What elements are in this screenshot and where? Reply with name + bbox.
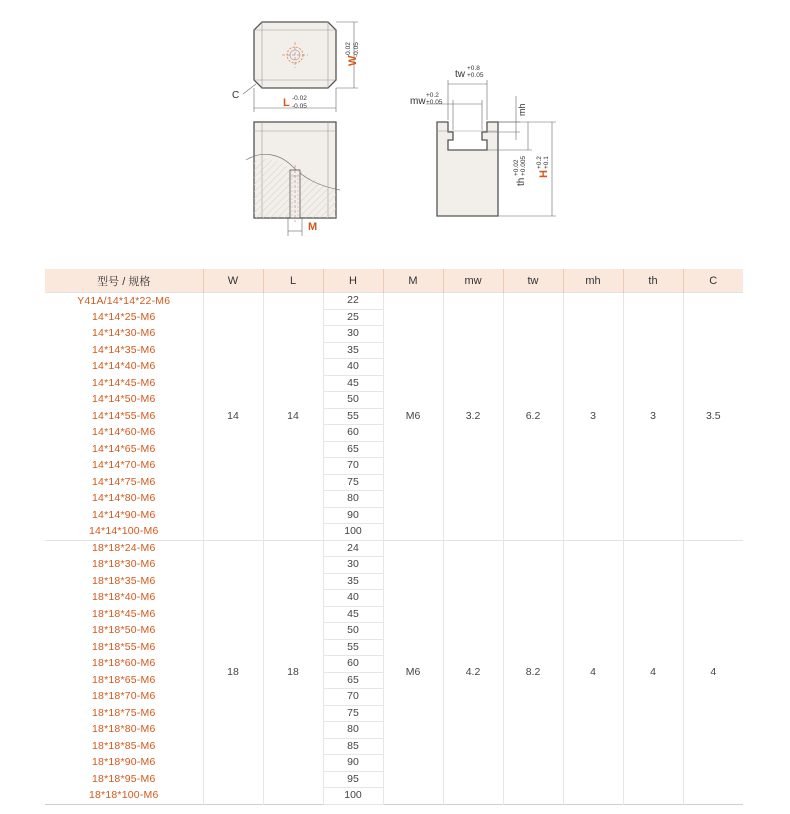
- model-cell: 14*14*70-M6: [92, 459, 156, 472]
- group-m-cell: M6: [383, 293, 443, 541]
- h-cell: 75: [323, 474, 383, 491]
- h-cell: 90: [323, 507, 383, 524]
- model-cell: 14*14*40-M6: [92, 360, 156, 373]
- model-cell: 14*14*65-M6: [92, 442, 156, 455]
- label-c: C: [232, 90, 240, 101]
- group-l-cell: 18: [263, 540, 323, 804]
- h-cell: 95: [323, 771, 383, 788]
- label-tw-tol-top: +0.8: [467, 65, 480, 72]
- model-cell: 14*14*75-M6: [92, 475, 156, 488]
- h-cell: 22: [323, 293, 383, 310]
- model-cell: 18*18*65-M6: [92, 673, 156, 686]
- spec-table: [45, 269, 743, 805]
- h-cell: 100: [323, 788, 383, 805]
- model-cell: 14*14*60-M6: [92, 426, 156, 439]
- h-cell: 55: [323, 639, 383, 656]
- model-cell: 14*14*55-M6: [92, 409, 156, 422]
- label-mw-tol-top: +0.2: [426, 92, 439, 99]
- model-cell: 18*18*60-M6: [92, 657, 156, 670]
- group-tw-cell: 6.2: [503, 293, 563, 541]
- label-tw: tw: [455, 69, 465, 80]
- label-w: W: [347, 55, 359, 66]
- model-cell: 18*18*80-M6: [92, 723, 156, 736]
- table-row: [45, 293, 743, 310]
- label-tw-tol-bottom: +0.05: [467, 72, 484, 79]
- label-h: H: [538, 170, 550, 178]
- table-body: [45, 293, 743, 805]
- model-cell: 14*14*30-M6: [92, 327, 156, 340]
- header-mh: mh: [563, 269, 623, 293]
- h-cell: 80: [323, 722, 383, 739]
- h-cell: 45: [323, 606, 383, 623]
- label-mw-tol-bottom: +0.05: [426, 99, 443, 106]
- model-cell: 14*14*90-M6: [92, 508, 156, 521]
- group-w-cell: 14: [203, 293, 263, 541]
- model-cell: 14*14*80-M6: [92, 492, 156, 505]
- side-view: [426, 80, 556, 216]
- label-l-tol-top: -0.02: [292, 95, 307, 102]
- h-cell: 65: [323, 672, 383, 689]
- label-l-tol-bottom: -0.05: [292, 103, 307, 110]
- model-cell: 18*18*30-M6: [92, 558, 156, 571]
- label-h-tol-top: +0.2: [536, 156, 543, 169]
- group-mh-cell: 3: [563, 293, 623, 541]
- h-cell: 75: [323, 705, 383, 722]
- group-m-cell: M6: [383, 540, 443, 804]
- h-cell: 30: [323, 557, 383, 574]
- h-cell: 70: [323, 458, 383, 475]
- header-l: L: [263, 269, 323, 293]
- header-m: M: [383, 269, 443, 293]
- header-th: th: [623, 269, 683, 293]
- header-tw: tw: [503, 269, 563, 293]
- label-mw: mw: [410, 96, 426, 107]
- group-th-cell: 4: [623, 540, 683, 804]
- h-cell: 40: [323, 359, 383, 376]
- model-cell: 18*18*70-M6: [92, 690, 156, 703]
- h-cell: 50: [323, 623, 383, 640]
- label-mh: mh: [517, 103, 527, 116]
- header-c: C: [683, 269, 743, 293]
- group-mh-cell: 4: [563, 540, 623, 804]
- header-h: H: [323, 269, 383, 293]
- model-cell: 14*14*50-M6: [92, 393, 156, 406]
- h-cell: 60: [323, 656, 383, 673]
- group-mw-cell: 4.2: [443, 540, 503, 804]
- label-m: M: [308, 221, 318, 233]
- model-cell: 14*14*35-M6: [92, 343, 156, 356]
- model-cell: 14*14*25-M6: [92, 310, 156, 323]
- header-mw: mw: [443, 269, 503, 293]
- group-tw-cell: 8.2: [503, 540, 563, 804]
- h-cell: 40: [323, 590, 383, 607]
- model-cell: 14*14*45-M6: [92, 376, 156, 389]
- label-l: L: [283, 97, 290, 109]
- label-th-tol-top: +0.02: [513, 159, 520, 176]
- h-cell: 55: [323, 408, 383, 425]
- label-th-tol-bottom: +0.005: [520, 155, 527, 176]
- model-cell: 18*18*85-M6: [92, 739, 156, 752]
- model-cell: 18*18*35-M6: [92, 574, 156, 587]
- model-cell: 18*18*100-M6: [88, 789, 159, 801]
- label-w-tol-top: -0.02: [345, 42, 352, 57]
- h-cell: 30: [323, 326, 383, 343]
- table-header-row: [45, 269, 743, 293]
- model-cell: 18*18*55-M6: [92, 640, 156, 653]
- h-cell: 70: [323, 689, 383, 706]
- model-cell: 14*14*100-M6: [88, 525, 159, 537]
- group-mw-cell: 3.2: [443, 293, 503, 541]
- label-w-tol-bottom: -0.05: [353, 42, 360, 57]
- h-cell: 85: [323, 738, 383, 755]
- h-cell: 90: [323, 755, 383, 772]
- header-w: W: [203, 269, 263, 293]
- model-cell: 18*18*24-M6: [45, 540, 203, 557]
- model-cell: 18*18*95-M6: [92, 772, 156, 785]
- h-cell: 35: [323, 342, 383, 359]
- label-th: th: [516, 177, 527, 186]
- model-cell: 18*18*90-M6: [92, 756, 156, 769]
- h-cell: 24: [323, 540, 383, 557]
- h-cell: 80: [323, 491, 383, 508]
- model-cell: 18*18*75-M6: [92, 706, 156, 719]
- h-cell: 60: [323, 425, 383, 442]
- technical-drawing: [0, 0, 790, 260]
- h-cell: 35: [323, 573, 383, 590]
- group-c-cell: 3.5: [683, 293, 743, 541]
- h-cell: 100: [323, 524, 383, 541]
- group-c-cell: 4: [683, 540, 743, 804]
- h-cell: 25: [323, 309, 383, 326]
- model-cell: Y41A/14*14*22-M6: [45, 293, 203, 310]
- table-row: [45, 540, 743, 557]
- model-cell: 18*18*45-M6: [92, 607, 156, 620]
- label-h-tol-bottom: +0.1: [543, 156, 550, 169]
- model-cell: 18*18*40-M6: [92, 591, 156, 604]
- header-model: 型号 / 规格: [45, 269, 203, 293]
- h-cell: 65: [323, 441, 383, 458]
- group-l-cell: 14: [263, 293, 323, 541]
- front-section-view: [246, 122, 340, 236]
- group-w-cell: 18: [203, 540, 263, 804]
- h-cell: 45: [323, 375, 383, 392]
- h-cell: 50: [323, 392, 383, 409]
- model-cell: 18*18*50-M6: [92, 624, 156, 637]
- group-th-cell: 3: [623, 293, 683, 541]
